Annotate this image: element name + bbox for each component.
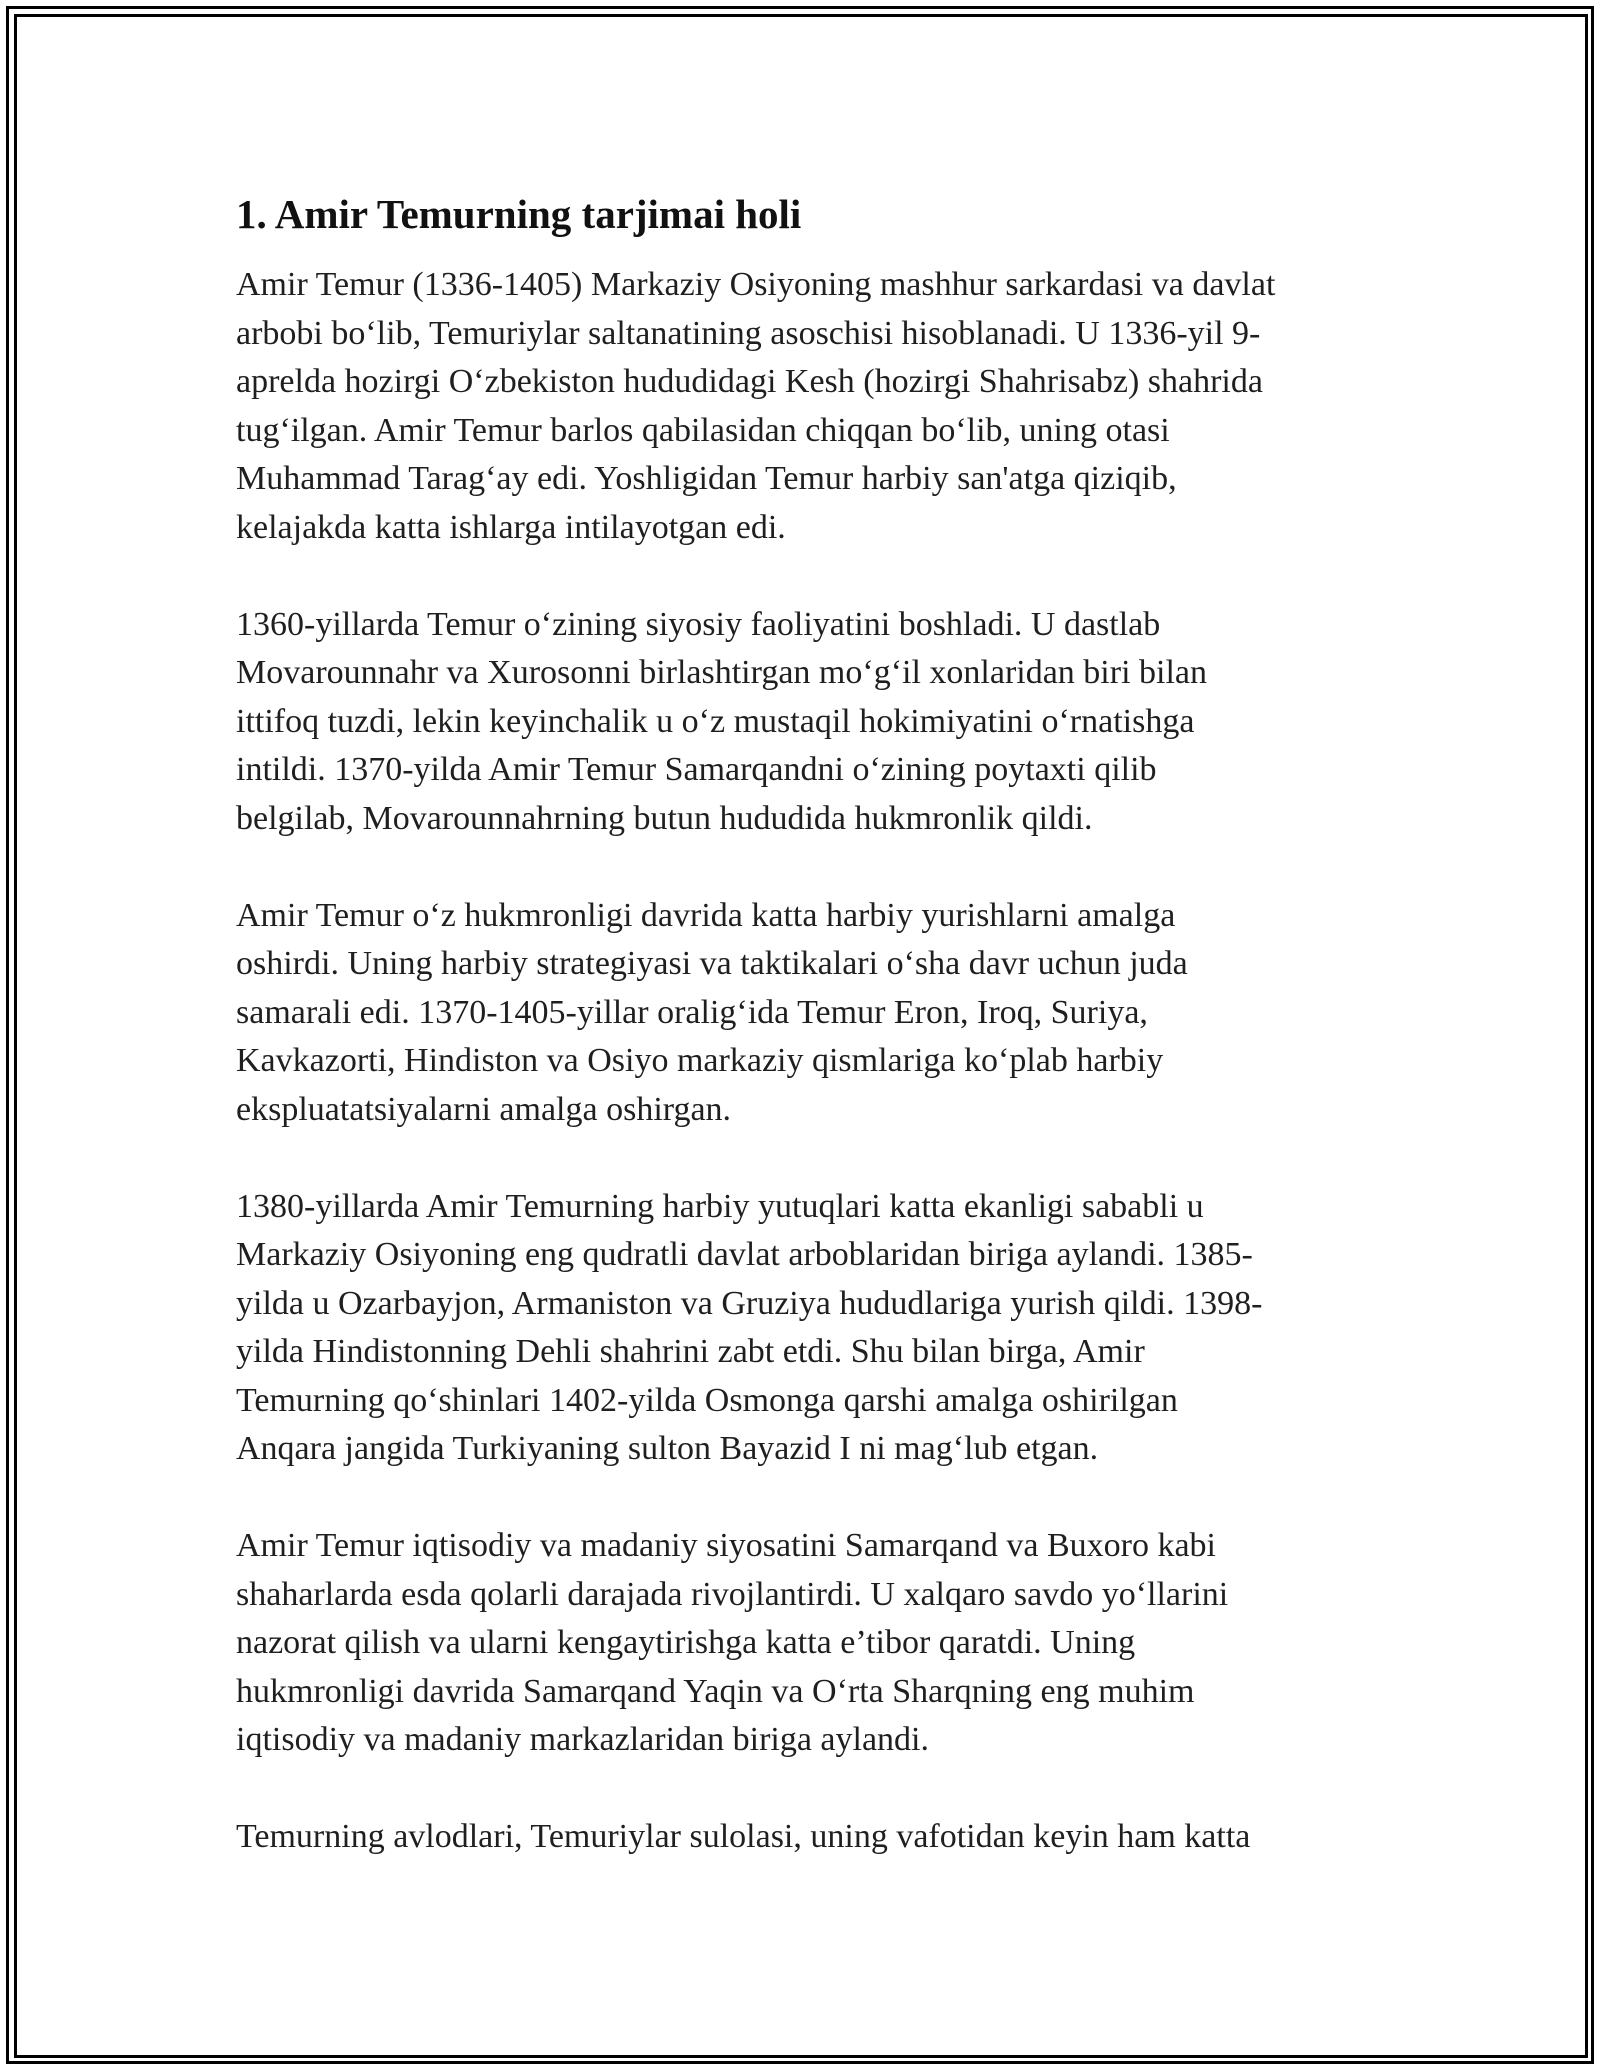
text-line: ittifoq tuzdi, lekin keyinchalik u o‘z mustaqil hokimiyatini o‘rnatishga: [236, 702, 1195, 740]
text-line: hukmronligi davrida Samarqand Yaqin va O‘rta Sharqning eng muhim: [236, 1672, 1195, 1710]
text-line: Kavkazorti, Hindiston va Osiyo markaziy qismlariga ko‘plab harbiy: [236, 1042, 1164, 1080]
text-line: samarali edi. 1370-1405-yillar oralig‘ida Temur Eron, Iroq, Suriya,: [236, 993, 1148, 1031]
text-line: aprelda hozirgi O‘zbekiston hududidagi Kesh (hozirgi Shahrisabz) shahrida: [236, 363, 1263, 401]
text-line: belgilab, Movarounnahrning butun hududida hukmronlik qildi.: [236, 799, 1093, 837]
text-line: Movarounnahr va Xurosonni birlashtirgan mo‘g‘il xonlaridan biri bilan: [236, 654, 1208, 692]
text-line: Temurning avlodlari, Temuriylar sulolasi, uning vafotidan keyin ham katta: [236, 1818, 1251, 1856]
text-line: Amir Temur (1336-1405) Markaziy Osiyoning mashhur sarkardasi va davlat: [236, 266, 1276, 303]
text-line: Anqara jangida Turkiyaning sulton Bayazid I ni mag‘lub etgan.: [236, 1430, 1099, 1468]
paragraph-political-activity: [236, 601, 1366, 844]
text-line: intildi. 1370-yilda Amir Temur Samarqandni o‘zining poytaxti qilib: [236, 751, 1157, 789]
text-line: iqtisodiy va madaniy markazlaridan biriga aylandi.: [236, 1721, 929, 1759]
paragraph-descendants: [236, 1813, 1366, 1862]
paragraph-economy-culture: [236, 1522, 1366, 1765]
paragraph-military-campaigns: [236, 892, 1366, 1135]
text-line: nazorat qilish va ularni kengaytirishga katta e’tibor qaratdi. Uning: [236, 1624, 1136, 1662]
text-line: oshirdi. Uning harbiy strategiyasi va taktikalari o‘sha davr uchun juda: [236, 945, 1188, 983]
section-title: 1. Amir Temurning tarjimai holi: [236, 191, 802, 237]
text-line: ekspluatatsiyalarni amalga oshirgan.: [236, 1090, 732, 1128]
text-line: arbobi bo‘lib, Temuriylar saltanatining asoschisi hisoblanadi. U 1336-yil 9-: [236, 314, 1261, 352]
document-body: [236, 185, 1366, 1910]
text-line: 1360-yillarda Temur o‘zining siyosiy faoliyatini boshladi. U dastlab: [236, 605, 1161, 643]
text-line: 1380-yillarda Amir Temurning harbiy yutuqlari katta ekanligi sababli u: [236, 1187, 1204, 1225]
paragraph-conquests: [236, 1183, 1366, 1475]
text-line: tug‘ilgan. Amir Temur barlos qabilasidan chiqqan bo‘lib, uning otasi: [236, 411, 1170, 449]
text-line: Markaziy Osiyoning eng qudratli davlat arboblaridan biriga aylandi. 1385-: [236, 1236, 1253, 1274]
text-line: shaharlarda esda qolarli darajada rivojlantirdi. U xalqaro savdo yo‘llarini: [236, 1575, 1229, 1613]
text-line: kelajakda katta ishlarga intilayotgan edi.: [236, 508, 786, 546]
text-line: Muhammad Tarag‘ay edi. Yoshligidan Temur harbiy san'atga qiziqib,: [236, 460, 1177, 498]
paragraph-biography-intro: [236, 261, 1366, 553]
text-line: Amir Temur iqtisodiy va madaniy siyosatini Samarqand va Buxoro kabi: [236, 1527, 1217, 1565]
text-line: yilda u Ozarbayjon, Armaniston va Gruziya hududlariga yurish qildi. 1398-: [236, 1284, 1263, 1322]
text-line: yilda Hindistonning Dehli shahrini zabt etdi. Shu bilan birga, Amir: [236, 1333, 1145, 1371]
text-line: Temurning qo‘shinlari 1402-yilda Osmonga qarshi amalga oshirilgan: [236, 1381, 1178, 1419]
text-line: Amir Temur o‘z hukmronligi davrida katta harbiy yurishlarni amalga: [236, 896, 1176, 934]
